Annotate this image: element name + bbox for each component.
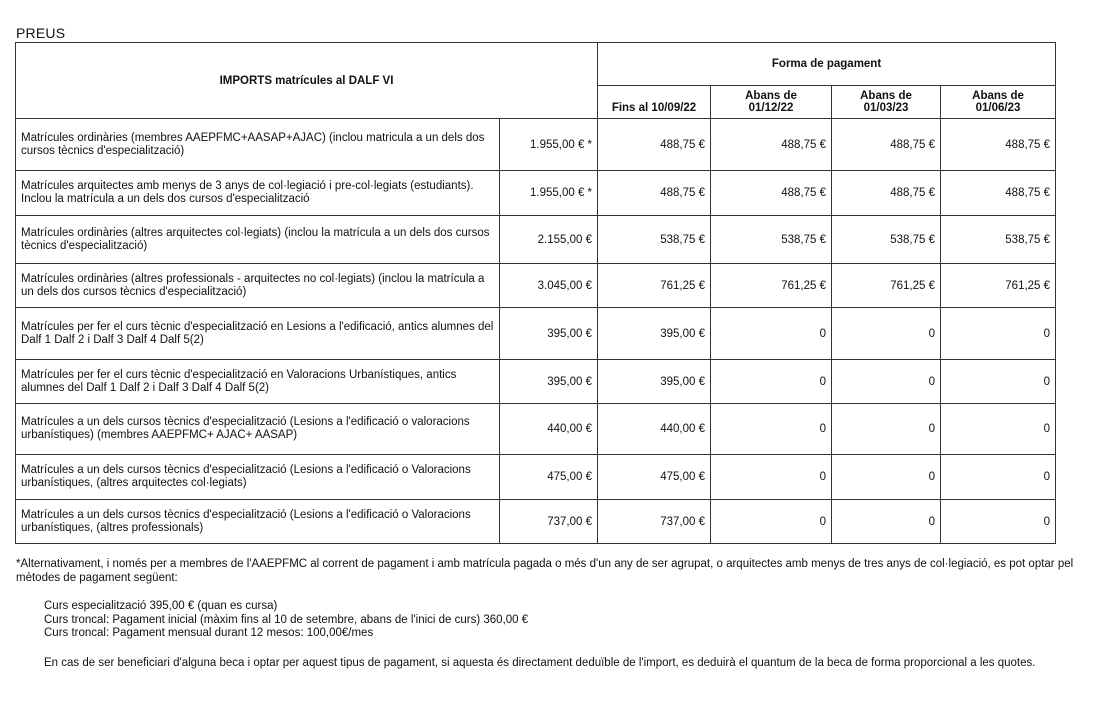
row-payment-2: 0 [711, 455, 832, 500]
table-row [16, 404, 1056, 455]
row-payment-1: 475,00 € [598, 455, 711, 500]
row-payment-2: 761,25 € [711, 264, 832, 308]
row-description: Matrícules a un dels cursos tècnics d'especialització (Lesions a l'edificació o Valoracions urbanístiques, (altres professionals) [16, 500, 500, 544]
row-description: Matrícules per fer el curs tècnic d'especialització en Lesions a l'edificació, antics alumnes del Dalf 1 Dalf 2 i Dalf 3 Dalf 4 Dalf 5(2) [16, 308, 500, 360]
row-payment-2: 488,75 € [711, 171, 832, 216]
row-total: 2.155,00 € [500, 216, 598, 264]
row-payment-4: 0 [941, 360, 1056, 404]
row-payment-1: 395,00 € [598, 308, 711, 360]
table-row [16, 500, 1056, 544]
row-payment-2: 488,75 € [711, 119, 832, 171]
row-payment-1: 737,00 € [598, 500, 711, 544]
table-row [16, 216, 1056, 264]
row-total: 3.045,00 € [500, 264, 598, 308]
row-payment-2: 0 [711, 360, 832, 404]
table-row [16, 119, 1056, 171]
row-payment-3: 488,75 € [832, 119, 941, 171]
row-total: 475,00 € [500, 455, 598, 500]
table-row [16, 360, 1056, 404]
row-payment-1: 440,00 € [598, 404, 711, 455]
column-header-fins-10-09-22: Fins al 10/09/22 [598, 86, 711, 119]
row-payment-2: 0 [711, 500, 832, 544]
row-payment-3: 0 [832, 455, 941, 500]
table-row [16, 455, 1056, 500]
row-total: 1.955,00 € * [500, 171, 598, 216]
plan-item-troncal-inicial: Curs troncal: Pagament inicial (màxim fins al 10 de setembre, abans de l'inici de curs) 360,00 € [44, 613, 529, 626]
payment-plan-list [44, 600, 528, 641]
column-header-abans-01-03-23: Abans de 01/03/23 [832, 86, 941, 119]
column-header-abans-01-06-23: Abans de 01/06/23 [941, 86, 1056, 119]
row-total: 395,00 € [500, 360, 598, 404]
row-payment-3: 538,75 € [832, 216, 941, 264]
table-row [16, 171, 1056, 216]
column-header-abans-01-12-22: Abans de 01/12/22 [711, 86, 832, 119]
plan-item-troncal-mensual: Curs troncal: Pagament mensual durant 12 mesos: 100,00€/mes [44, 627, 374, 639]
row-payment-3: 0 [832, 500, 941, 544]
row-payment-1: 488,75 € [598, 119, 711, 171]
table-row [16, 308, 1056, 360]
row-total: 1.955,00 € * [500, 119, 598, 171]
row-payment-2: 538,75 € [711, 216, 832, 264]
row-payment-3: 0 [832, 308, 941, 360]
row-payment-3: 0 [832, 360, 941, 404]
row-payment-2: 0 [711, 308, 832, 360]
row-payment-4: 0 [941, 500, 1056, 544]
row-payment-1: 538,75 € [598, 216, 711, 264]
row-payment-4: 0 [941, 308, 1056, 360]
imports-header: IMPORTS matrícules al DALF VI [16, 43, 598, 119]
row-payment-4: 761,25 € [941, 264, 1056, 308]
page-title: PREUS [16, 25, 66, 41]
row-description: Matrícules per fer el curs tècnic d'especialització en Valoracions Urbanístiques, antics alumnes del Dalf 1 Dalf 2 i Dalf 3 Dalf 4 Dalf 5(2) [16, 360, 500, 404]
row-payment-1: 761,25 € [598, 264, 711, 308]
row-description: Matrícules ordinàries (altres arquitectes col·legiats) (inclou la matrícula a un dels dos cursos tècnics d'especialització) [16, 216, 500, 264]
prices-table [15, 42, 1056, 544]
plan-item-especialitzacio: Curs especialització 395,00 € (quan es cursa) [44, 600, 278, 612]
row-description: Matrícules ordinàries (altres professionals - arquitectes no col·legiats) (inclou la matrícula a un dels dos cursos tècnics d'especialització) [16, 264, 500, 308]
row-payment-2: 0 [711, 404, 832, 455]
row-total: 737,00 € [500, 500, 598, 544]
payment-footnote: *Alternativament, i només per a membres de l'AAEPFMC al corrent de pagament i amb matrícula pagada o més d'un any de ser agrupat, o arquitectes amb menys de tres anys de col·legiació, es pot optar pel mètodes de pagament següent: [16, 558, 1074, 584]
row-description: Matrícules arquitectes amb menys de 3 anys de col·legiació i pre-col·legiats (estudiants). Inclou la matrícula a un dels dos cursos d'especialització [16, 171, 500, 216]
row-description: Matrícules a un dels cursos tècnics d'especialització (Lesions a l'edificació o Valoracions urbanístiques, (altres arquitectes col·legiats) [16, 455, 500, 500]
row-payment-3: 488,75 € [832, 171, 941, 216]
forma-pagament-header: Forma de pagament [598, 43, 1056, 86]
beca-note: En cas de ser beneficiari d'alguna beca i optar per aquest tipus de pagament, si aquesta és directament deduïble de l'import, es deduirà el quantum de la beca de forma proporcional a les quotes. [44, 657, 1036, 669]
row-total: 440,00 € [500, 404, 598, 455]
row-total: 395,00 € [500, 308, 598, 360]
row-description: Matrícules a un dels cursos tècnics d'especialització (Lesions a l'edificació o valoracions urbanístiques) (membres AAEPFMC+ AJAC+ AASAP) [16, 404, 500, 455]
row-payment-3: 0 [832, 404, 941, 455]
row-payment-4: 538,75 € [941, 216, 1056, 264]
row-payment-1: 395,00 € [598, 360, 711, 404]
row-payment-4: 488,75 € [941, 119, 1056, 171]
row-payment-4: 488,75 € [941, 171, 1056, 216]
row-payment-4: 0 [941, 404, 1056, 455]
row-description: Matrícules ordinàries (membres AAEPFMC+AASAP+AJAC) (inclou matricula a un dels dos cursos tècnics d'especialització) [16, 119, 500, 171]
row-payment-3: 761,25 € [832, 264, 941, 308]
row-payment-1: 488,75 € [598, 171, 711, 216]
row-payment-4: 0 [941, 455, 1056, 500]
table-row [16, 264, 1056, 308]
